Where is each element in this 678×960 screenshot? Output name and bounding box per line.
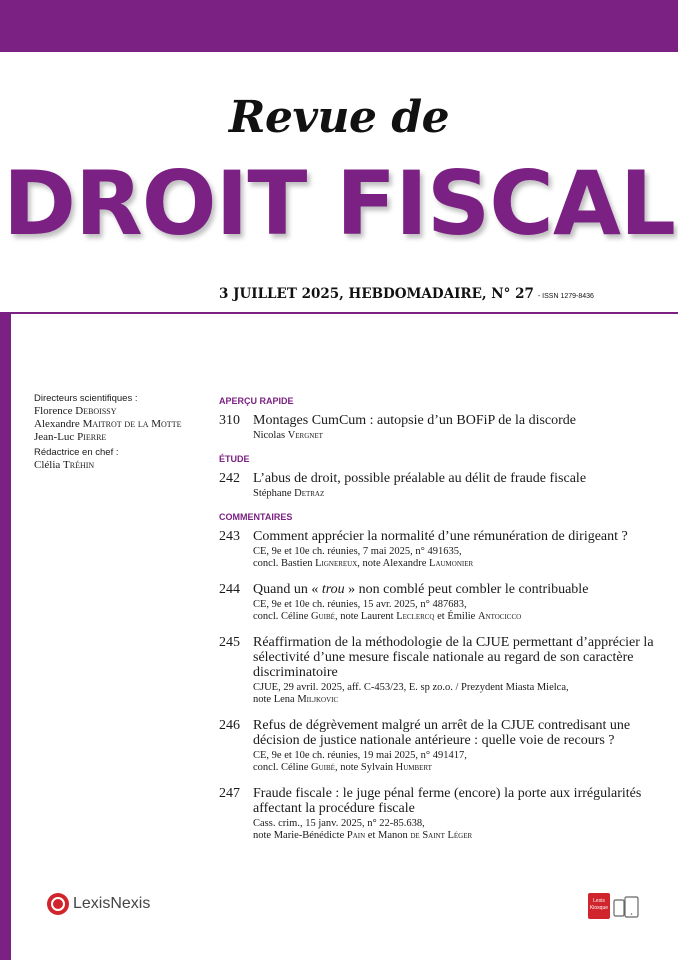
toc-entry[interactable] [219, 529, 659, 570]
entry-number: 245 [219, 635, 240, 650]
entry-reference: CE, 9e et 10e ch. réunies, 7 mai 2025, n° 491635, [253, 546, 462, 557]
redactrice-label: Rédactrice en chef : [34, 447, 119, 458]
toc-entry[interactable] [219, 635, 659, 706]
lexisnexis-emblem-icon [47, 893, 69, 915]
entry-notes: concl. Céline Guibé, note Sylvain Humbert [253, 762, 432, 773]
section-apercu: APERÇU RAPIDE [219, 396, 294, 406]
entry-number: 242 [219, 471, 240, 486]
side-bar [0, 313, 11, 960]
brand-name: LexisNexis [73, 895, 151, 912]
toc-entry[interactable] [219, 471, 659, 500]
editor-name: Clélia Tréhin [34, 459, 95, 471]
entry-reference: Cass. crim., 15 janv. 2025, n° 22-85.638, [253, 818, 425, 829]
director-name: Alexandre Maitrot de la Motte [34, 418, 182, 430]
divider [0, 312, 678, 314]
entry-reference: CE, 9e et 10e ch. réunies, 15 avr. 2025, n° 487683, [253, 599, 467, 610]
entry-title: Comment apprécier la normalité d’une rémunération de dirigeant ? [253, 529, 628, 544]
issue-date: 3 JUILLET 2025, HEBDOMADAIRE, N° 27 [219, 286, 534, 302]
kiosque-icon: Lexis Kiosque [588, 893, 610, 919]
entry-reference: CE, 9e et 10e ch. réunies, 19 mai 2025, n° 491417, [253, 750, 467, 761]
issn: - ISSN 1279-8436 [537, 293, 594, 300]
section-etude: ÉTUDE [219, 454, 250, 464]
entry-number: 244 [219, 582, 240, 597]
section-commentaires: COMMENTAIRES [219, 512, 293, 522]
top-banner [0, 0, 678, 52]
entry-title: L’abus de droit, possible préalable au délit de fraude fiscale [253, 471, 587, 486]
entry-number: 246 [219, 718, 240, 733]
masthead-revue: Revue de [228, 92, 450, 143]
masthead-title: DROIT FISCAL [2, 152, 676, 255]
entry-number: 310 [219, 413, 240, 428]
entry-notes: note Marie-Bénédicte Pain et Manon de Saint Léger [253, 830, 473, 841]
entry-author: Nicolas Vergnet [253, 430, 323, 441]
entry-title: Refus de dégrèvement malgré un arrêt de la CJUE contredisant une décision de justice nationale antérieure : quelle voie de recours ? [253, 718, 631, 748]
entry-notes: concl. Bastien Lignereux, note Alexandre Laumonier [253, 558, 474, 569]
entry-title: Réaffirmation de la méthodologie de la CJUE permettant d’apprécier la sélectivité d’une mesure fiscale nationale au regard de son caractère discriminatoire [253, 635, 654, 680]
entry-author: Stéphane Detraz [253, 488, 325, 499]
entry-number: 247 [219, 786, 240, 801]
director-name: Jean-Luc Pierre [34, 431, 107, 443]
entry-number: 243 [219, 529, 240, 544]
lexisnexis-logo [47, 893, 150, 915]
toc-entry[interactable] [219, 413, 659, 442]
table-of-contents [219, 396, 659, 854]
entry-notes: note Lena Miljkovic [253, 694, 339, 705]
directeurs-label: Directeurs scientifiques : [34, 393, 138, 404]
director-name: Florence Deboissy [34, 405, 117, 417]
entry-notes: concl. Céline Guibé, note Laurent Leclercq et Émilie Antocicco [253, 611, 522, 622]
editorial-staff [34, 392, 204, 472]
toc-entry[interactable] [219, 786, 659, 842]
entry-title: Quand un « trou » non comblé peut combler le contribuable [253, 582, 589, 597]
entry-title: Fraude fiscale : le juge pénal ferme (encore) la porte aux irrégularités affectant la procédure fiscale [253, 786, 642, 816]
toc-entry[interactable] [219, 718, 659, 774]
toc-entry[interactable] [219, 582, 659, 623]
devices-icon [613, 896, 639, 918]
entry-reference: CJUE, 29 avril. 2025, aff. C-453/23, E. sp zo.o. / Prezydent Miasta Mielca, [253, 682, 569, 693]
issue-line [219, 286, 594, 302]
entry-title: Montages CumCum : autopsie d’un BOFiP de la discorde [253, 413, 577, 428]
